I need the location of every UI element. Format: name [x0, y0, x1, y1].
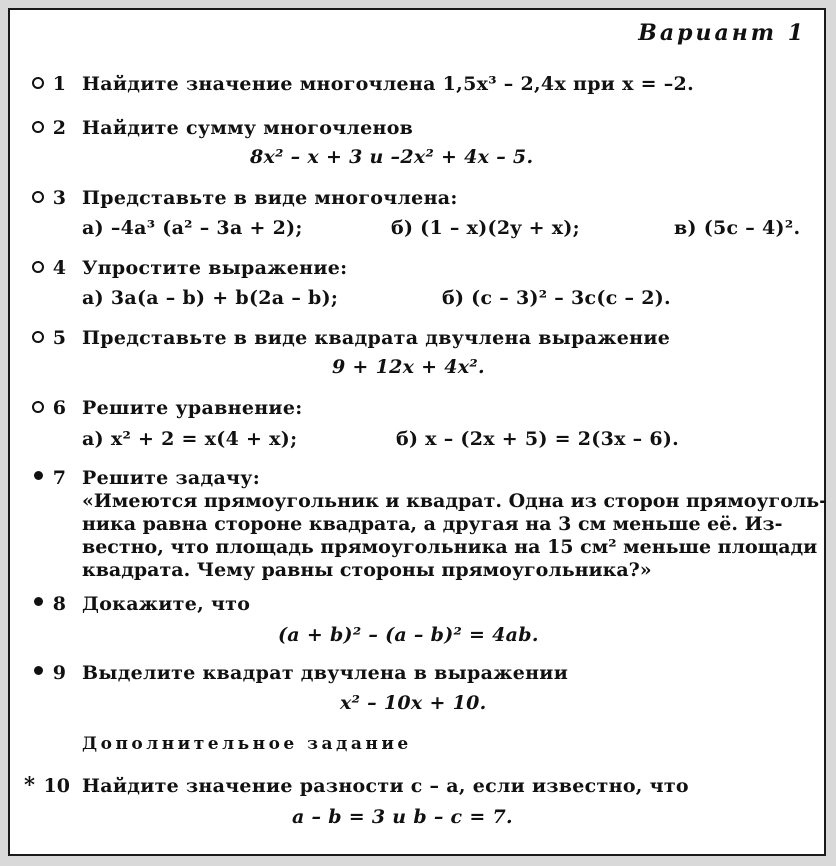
task-4-text: Упростите выражение:: [82, 257, 348, 279]
task-5-formula: 9 + 12x + 4x².: [332, 356, 485, 378]
extra-task-heading: Дополнительное задание: [82, 734, 412, 754]
task-number: 6: [52, 397, 66, 419]
task-5-text: Представьте в виде квадрата двучлена выражение: [82, 327, 671, 349]
task-8-text: Докажите, что: [82, 593, 251, 615]
task-number: 8: [52, 593, 66, 615]
task-4-part-b: б) (c – 3)² – 3c(c – 2).: [442, 287, 671, 309]
task-6-text: Решите уравнение:: [82, 397, 303, 419]
task-number: 3: [52, 187, 66, 209]
task-number: 9: [52, 662, 66, 684]
task-1-text: Найдите значение многочлена 1,5x³ – 2,4x при x = –2.: [82, 73, 694, 95]
task-6-part-b: б) x – (2x + 5) = 2(3x – 6).: [396, 428, 680, 450]
task-7-text: Решите задачу:: [82, 467, 261, 489]
task-number: 7: [52, 467, 66, 489]
variant-title: Вариант 1: [638, 20, 806, 46]
task-3-text: Представьте в виде многочлена:: [82, 187, 458, 209]
task-7-problem-line: вестно, что площадь прямоугольника на 15 см² меньше площади: [82, 536, 818, 558]
task-7-problem-line: ника равна стороне квадрата, а другая на 3 см меньше её. Из-: [82, 513, 783, 535]
task-4-part-a: а) 3a(a – b) + b(2a – b);: [82, 287, 339, 309]
task-3-part-a: а) –4a³ (a² – 3a + 2);: [82, 217, 303, 239]
task-3-part-c: в) (5c – 4)².: [674, 217, 801, 239]
task-number: 5: [52, 327, 66, 349]
task-3-part-b: б) (1 – x)(2y + x);: [391, 217, 580, 239]
task-9-text: Выделите квадрат двучлена в выражении: [82, 662, 569, 684]
task-10-formula: a – b = 3 и b – c = 7.: [292, 806, 513, 828]
asterisk-icon: *: [24, 772, 35, 797]
task-7-problem-line: «Имеются прямоугольник и квадрат. Одна из сторон прямоуголь-: [82, 490, 828, 512]
task-number: 2: [52, 117, 66, 139]
task-8-formula: (a + b)² – (a – b)² = 4ab.: [278, 624, 539, 646]
task-7-problem-line: квадрата. Чему равны стороны прямоугольника?»: [82, 559, 652, 581]
task-2-text: Найдите сумму многочленов: [82, 117, 414, 139]
task-2-formula: 8x² – x + 3 и –2x² + 4x – 5.: [250, 146, 534, 168]
task-number: 4: [52, 257, 66, 279]
task-6-part-a: а) x² + 2 = x(4 + x);: [82, 428, 298, 450]
task-10-text: Найдите значение разности c – a, если известно, что: [82, 775, 689, 797]
worksheet: [8, 8, 826, 856]
task-number: 1: [52, 73, 66, 95]
task-9-formula: x² – 10x + 10.: [340, 692, 487, 714]
task-number: 10: [43, 775, 70, 797]
